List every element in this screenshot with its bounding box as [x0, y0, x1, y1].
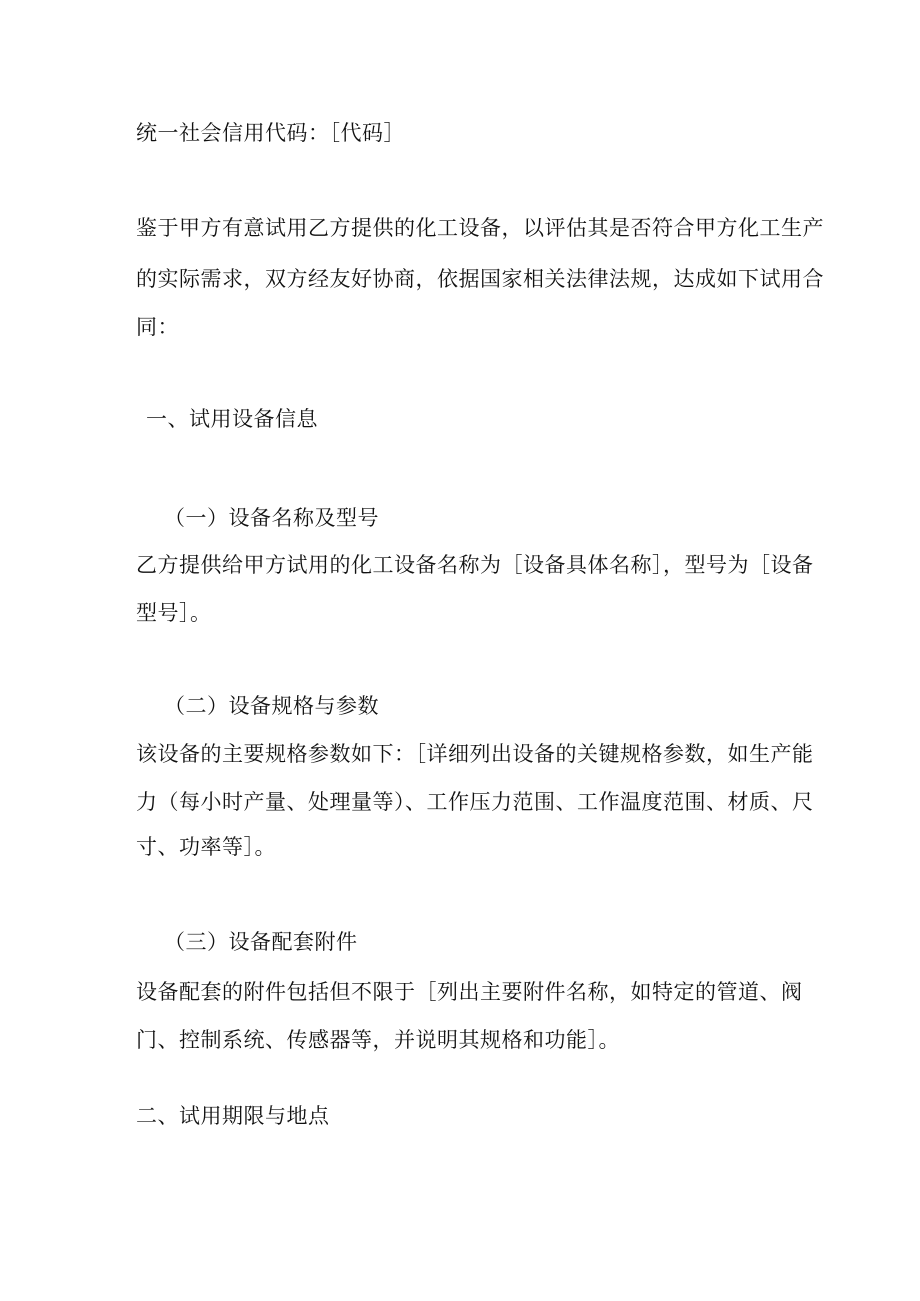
- subsection-heading-1: （一）设备名称及型号: [164, 506, 379, 530]
- subsection-heading-3: （三）设备配套附件: [164, 930, 358, 954]
- body-line: 乙方提供给甲方试用的化工设备名称为［设备具体名称］，型号为［设备: [136, 553, 814, 577]
- body-line: 寸、功率等］。: [136, 835, 276, 859]
- credit-code-line: 统一社会信用代码：［代码］: [136, 121, 405, 145]
- preamble-line: 的实际需求，双方经友好协商，依据国家相关法律法规，达成如下试用合: [136, 267, 824, 291]
- body-line: 设备配套的附件包括但不限于［列出主要附件名称，如特定的管道、阀: [136, 980, 803, 1004]
- body-line: 门、控制系统、传感器等，并说明其规格和功能］。: [136, 1028, 620, 1052]
- preamble-line: 鉴于甲方有意试用乙方提供的化工设备，以评估其是否符合甲方化工生产: [136, 216, 824, 240]
- body-line: 力（每小时产量、处理量等）、工作压力范围、工作温度范围、材质、尺: [136, 790, 814, 814]
- preamble-line: 同：: [136, 315, 179, 339]
- section-heading-2: 二、试用期限与地点: [136, 1104, 330, 1128]
- section-heading-1: 一、试用设备信息: [146, 407, 318, 431]
- subsection-heading-2: （二）设备规格与参数: [164, 694, 379, 718]
- body-line: 型号］。: [136, 601, 212, 625]
- body-line: 该设备的主要规格参数如下：［详细列出设备的关键规格参数，如生产能: [136, 742, 814, 766]
